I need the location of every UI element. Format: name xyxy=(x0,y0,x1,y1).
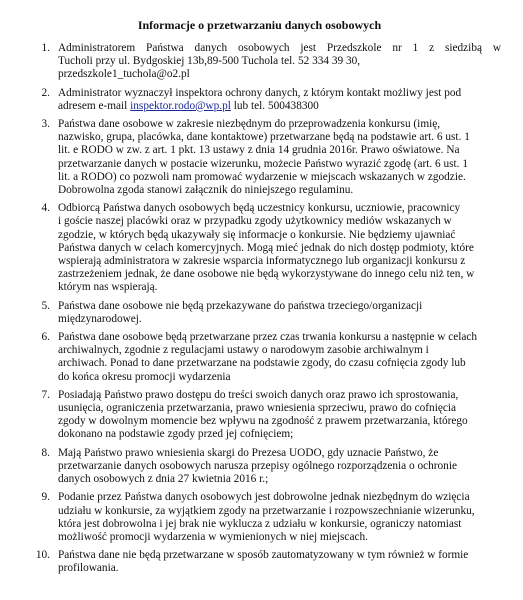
clause-line: Podanie przez Państwa danych osobowych jest dobrowolne jednak niezbędnym do wzięcia xyxy=(58,491,470,504)
clause-line: która jest dobrowolna i jej brak nie wyklucza z udziału w konkursie, ograniczy natomiast xyxy=(58,517,462,530)
clause-line: wspierają administratora w zakresie wsparcia informatycznego lub organizacji konkursu z xyxy=(58,255,466,268)
clause-line: udziału w konkursie, za wyjątkiem zgody na przetwarzanie i rozpowszechnianie wizerunku, xyxy=(58,504,475,517)
clause-line: danych osobowych z dnia 27 kwietnia 2016 r.; xyxy=(58,473,269,486)
clause-item-1 xyxy=(18,42,501,82)
clause-line: profilowania. xyxy=(58,562,119,575)
clause-item-2 xyxy=(18,87,501,113)
clause-line: i goście naszej placówki oraz w przypadku zgody użytkownicy mediów wskazanych w xyxy=(58,215,452,228)
clause-line: do końca okresu promocji wydarzenia xyxy=(58,370,231,383)
clause-line: zgodzie, w których będą ukazywały się informacje o konkursie. Nie będziemy ujawniać xyxy=(58,228,456,241)
clause-line: Dobrowolna zgoda stanowi załącznik do niniejszego regulaminu. xyxy=(58,184,354,197)
clause-line: Państwa dane osobowe będą przetwarzane przez czas trwania konkursu a następnie w celach xyxy=(58,331,478,344)
clause-item-3 xyxy=(18,118,501,197)
clause-line: lit. a RODO) co pozwoli nam promować wydarzenie w miejscach wskazanych w zgodzie. xyxy=(58,170,466,183)
clause-item-9 xyxy=(18,491,501,544)
clause-line: zgody w dowolnym momencie bez wpływu na zgodność z prawem przetwarzania, którego xyxy=(58,415,468,428)
clause-line: Administrator wyznaczył inspektora ochrony danych, z którym kontakt możliwy jest pod xyxy=(58,86,462,99)
clause-text xyxy=(58,389,501,442)
clause-line: zastrzeżeniem jednak, że dane osobowe nie będą wykorzystywane do innego celu niż ten, w xyxy=(58,268,475,281)
clause-line: przedszkole1_tuchola@o2.pl xyxy=(58,68,190,81)
clause-number: 10. xyxy=(35,549,50,562)
clause-line: Administratorem Państwa danych osobowych jest Przedszkole nr 1 z siedzibą w xyxy=(58,42,501,54)
clause-number: 4. xyxy=(41,202,50,215)
clause-line: Państwa dane osobowe nie będą przekazywane do państwa trzeciego/organizacji xyxy=(58,299,423,312)
clause-list xyxy=(18,42,501,576)
clause-line: Mają Państwo prawo wniesienia skargi do Prezesa UODO, gdy uznacie Państwo, że xyxy=(58,446,439,459)
clause-text xyxy=(58,118,501,197)
clause-line: Państwa dane nie będą przetwarzane w sposób zautomatyzowany w tym również w formie xyxy=(58,549,469,562)
clause-line: archiwalnych, zgodnie z regulacjami ustawy o narodowym zasobie archiwalnym i xyxy=(58,344,429,357)
clause-line: Odbiorcą Państwa danych osobowych będą uczestnicy konkursu, uczniowie, pracownicy xyxy=(58,202,461,215)
clause-line: Posiadają Państwo prawo dostępu do treści swoich danych oraz prawo ich sprostowania, xyxy=(58,388,459,401)
clause-text xyxy=(58,447,501,487)
clause-line xyxy=(58,100,501,113)
clause-line: archiwach. Ponad to dane przetwarzane na podstawie zgody, do czasu cofnięcia zgody lub xyxy=(58,357,466,370)
document-title: Informacje o przetwarzaniu danych osobowych xyxy=(137,18,382,32)
clause-number: 3. xyxy=(41,118,50,131)
clause-line: Państwa danych w celach komercyjnych. Mogą mieć jednak do nich dostęp podmioty, które xyxy=(58,241,474,254)
clause-number: 6. xyxy=(41,331,50,344)
clause-number: 9. xyxy=(41,491,50,504)
clause-line: przetwarzanie danych w postacie wizerunku, możecie Państwo wyrazić zgodę (art. 6 ust. 1 xyxy=(58,157,468,170)
clause-line: którym nas wspierają. xyxy=(58,281,158,294)
clause-line: dokonano na podstawie zgody przed jej cofnięciem; xyxy=(58,428,294,441)
clause-item-5 xyxy=(18,300,501,326)
clause-item-7 xyxy=(18,389,501,442)
clause-line: Tucholi przy ul. Bydgoskiej 13b,89-500 Tuchola tel. 52 334 39 30, xyxy=(58,55,361,68)
clause-number: 7. xyxy=(41,388,50,401)
email-suffix: lub tel. 500438300 xyxy=(230,99,319,112)
clause-text xyxy=(58,202,501,294)
clause-text xyxy=(58,87,501,113)
clause-text xyxy=(58,491,501,544)
clause-number: 5. xyxy=(41,299,50,312)
clause-item-8 xyxy=(18,447,501,487)
clause-item-4 xyxy=(18,202,501,294)
clause-item-6 xyxy=(18,331,501,384)
clause-text xyxy=(58,331,501,384)
clause-number: 2. xyxy=(41,86,50,99)
clause-line: lit. e RODO w zw. z art. 1 pkt. 13 ustawy z dnia 14 grudnia 2016r. Prawo oświatowe. Na xyxy=(58,144,460,157)
clause-text xyxy=(58,300,501,326)
clause-line: usunięcia, ograniczenia przetwarzania, prawo wniesienia sprzeciwu, prawo do cofnięcia xyxy=(58,402,457,415)
inspector-email-link[interactable]: inspektor.rodo@wp.pl xyxy=(130,99,231,112)
clause-line: przetwarzanie danych osobowych narusza przepisy ogólnego rozporządzenia o ochronie xyxy=(58,459,457,472)
clause-line: nazwisko, grupa, placówka, dane kontaktowe) przetwarzane będą na podstawie art. 6 ust. 1 xyxy=(58,131,470,144)
clause-item-10 xyxy=(18,549,501,575)
email-prefix: adresem e-mail xyxy=(58,99,131,112)
clause-text xyxy=(58,42,501,82)
clause-line: Państwa dane osobowe w zakresie niezbędnym do przeprowadzenia konkursu (imię, xyxy=(58,118,441,131)
clause-line: możliwość promocji wydarzenia w wymienionych w niej miejscach. xyxy=(58,530,368,543)
clause-number: 1. xyxy=(41,42,50,54)
clause-number: 8. xyxy=(41,446,50,459)
clause-line: międzynarodowej. xyxy=(58,312,142,325)
clause-text xyxy=(58,549,501,575)
